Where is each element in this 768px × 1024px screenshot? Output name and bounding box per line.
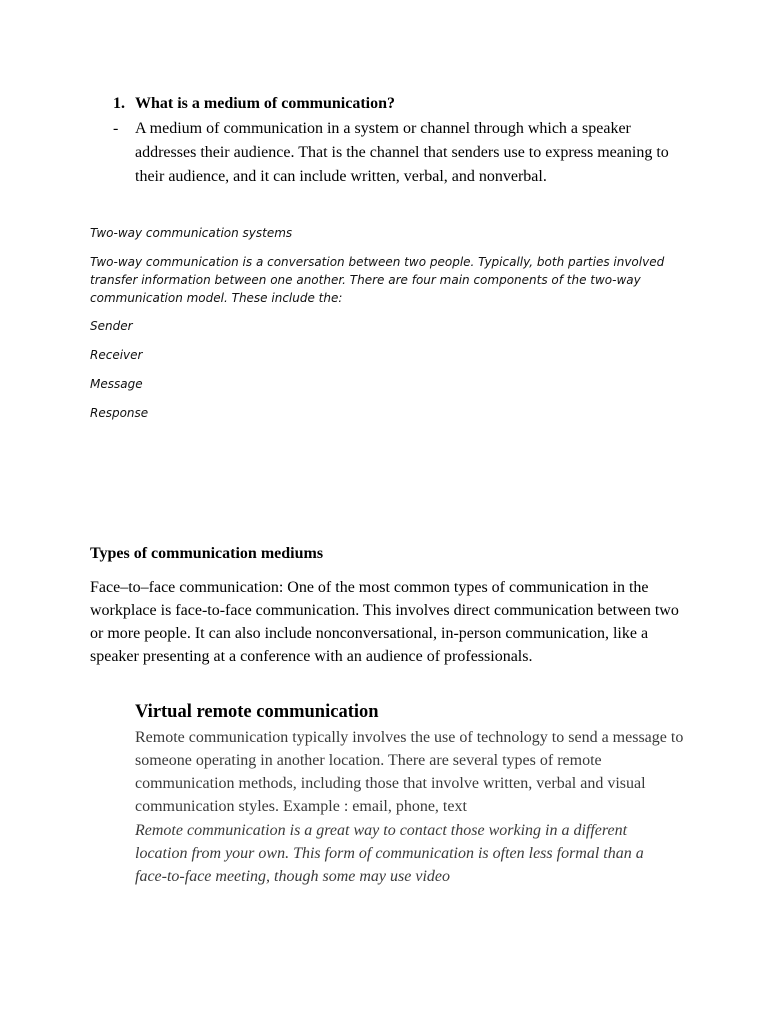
component-response: Response xyxy=(90,406,149,420)
answer-block xyxy=(113,117,673,189)
component-message: Message xyxy=(90,377,143,391)
types-heading: Types of communication mediums xyxy=(90,545,324,562)
virtual-heading: Virtual remote communication xyxy=(135,702,379,722)
list-dash: - xyxy=(113,120,119,137)
component-sender: Sender xyxy=(90,319,133,333)
two-way-paragraph: Two-way communication is a conversation between two people. Typically, both parties involved transfer information between one another. There are four main components of the two-way communication model. These include the: xyxy=(90,255,665,305)
answer-text: A medium of communication in a system or channel through which a speaker addresses their audience. That is the channel that senders use to express meaning to their audience, and it can include written, verbal, and nonverbal. xyxy=(135,120,669,185)
component-receiver: Receiver xyxy=(90,348,143,362)
question-heading xyxy=(113,93,395,115)
two-way-heading: Two-way communication systems xyxy=(90,226,293,240)
question-title: What is a medium of communication? xyxy=(135,95,395,112)
virtual-paragraph: Remote communication typically involves the use of technology to send a message to someone operating in another location. There are several types of remote communication methods, including those that involve written, verbal and visual communication styles. Example : email, phone, text xyxy=(135,729,684,815)
face-to-face-paragraph: Face–to–face communication: One of the most common types of communication in the workplace is face-to-face communication. This involves direct communication between two or more people. It can also include nonconversational, in-person communication, like a speaker presenting at a conference with an audience of professionals. xyxy=(90,579,679,665)
list-number: 1. xyxy=(113,95,125,112)
virtual-italic-paragraph: Remote communication is a great way to contact those working in a different location from your own. This form of communication is often less formal than a face-to-face meeting, though some may use video xyxy=(135,822,644,885)
